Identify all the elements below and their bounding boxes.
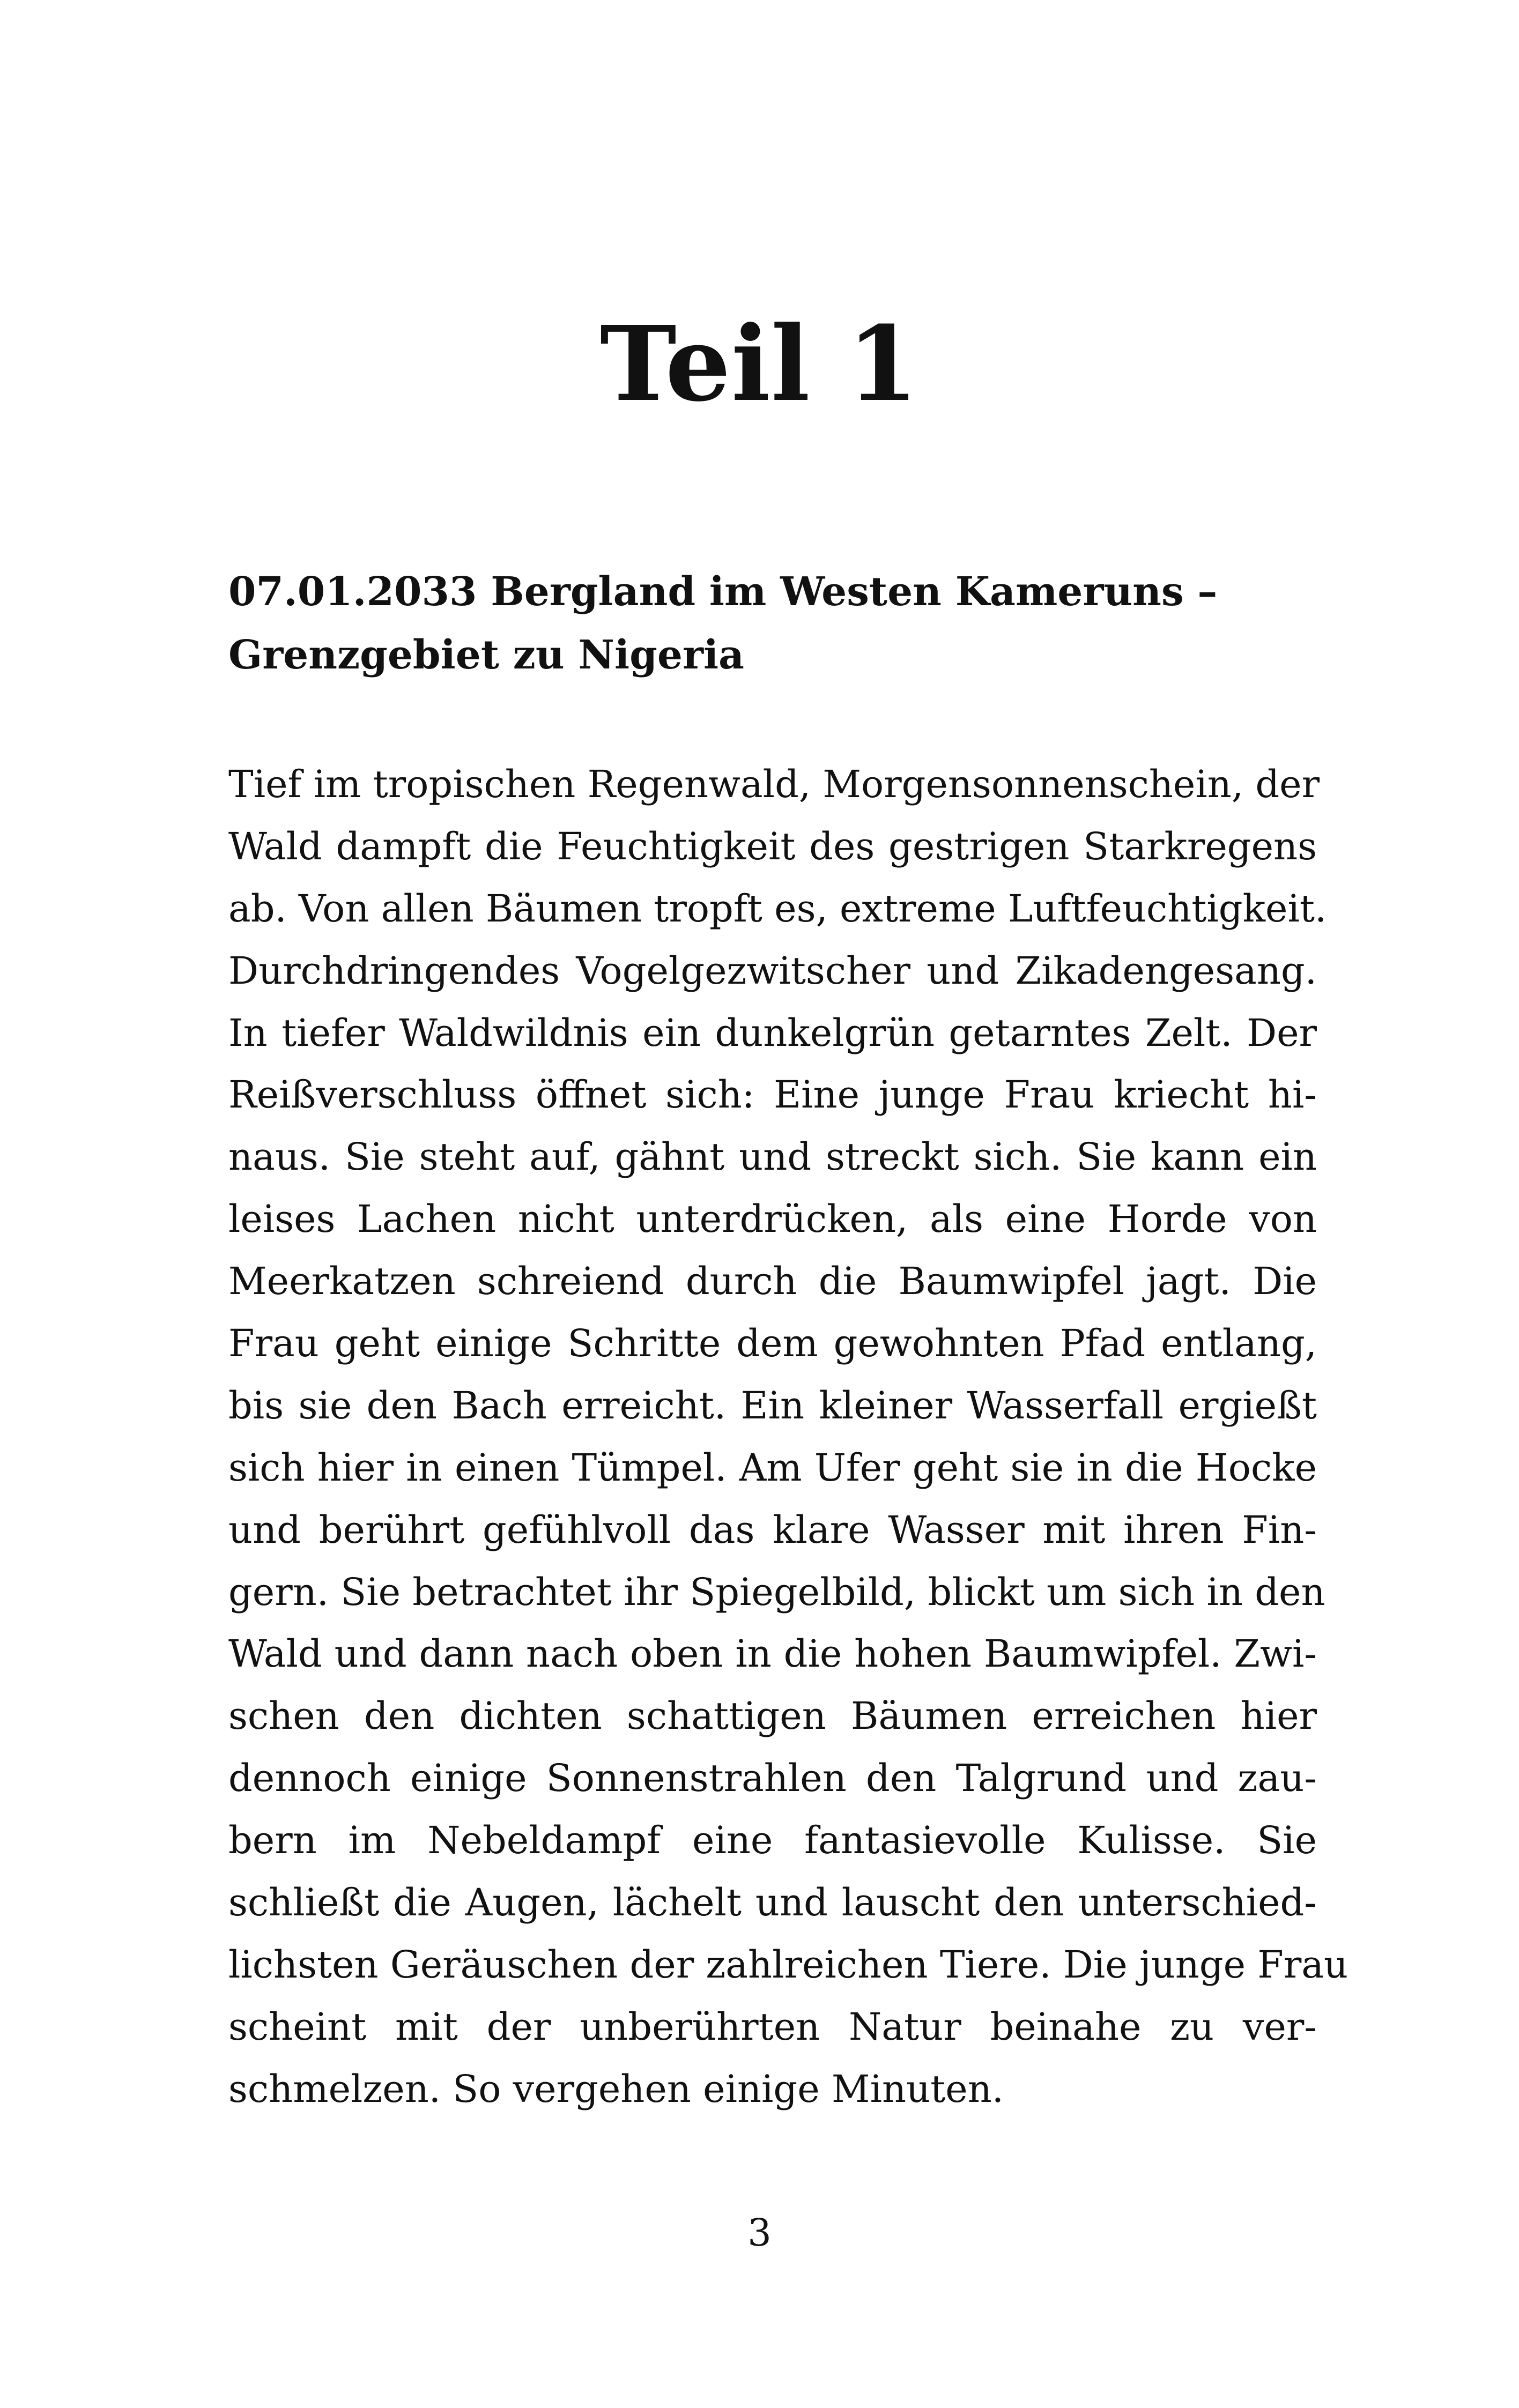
part-title: Teil 1: [599, 304, 920, 425]
body-line: naus. Sie steht auf, gähnt und streckt sich. Sie kann ein: [228, 1135, 1317, 1179]
body-line: Wald und dann nach oben in die hohen Baumwipfel. Zwi-: [228, 1632, 1317, 1676]
body-line: Wald dampft die Feuchtigkeit des gestrigen Starkregens: [228, 824, 1317, 868]
body-line: Tief im tropischen Regenwald, Morgensonnenschein, der: [228, 762, 1320, 806]
body-line: Durchdringendes Vogelgezwitscher und Zikadengesang.: [228, 948, 1317, 993]
body-line: bern im Nebeldampf eine fantasievolle Kulisse. Sie: [228, 1818, 1317, 1863]
body-line: In tiefer Waldwildnis ein dunkelgrün getarntes Zelt. Der: [228, 1010, 1317, 1055]
body-line: lichsten Geräuschen der zahlreichen Tiere. Die junge Frau: [228, 1942, 1348, 1987]
body-line: Reißverschluss öffnet sich: Eine junge Frau kriecht hi-: [228, 1073, 1317, 1117]
section-heading: [228, 560, 1317, 687]
body-line: schließt die Augen, lächelt und lauscht den unterschied-: [228, 1881, 1317, 1925]
body-line: schen den dichten schattigen Bäumen erreichen hier: [228, 1694, 1317, 1738]
body-line: dennoch einige Sonnenstrahlen den Talgrund und zau-: [228, 1756, 1317, 1801]
section-heading-line-1: 07.01.2033 Bergland im Westen Kameruns –: [228, 569, 1218, 615]
body-line: gern. Sie betrachtet ihr Spiegelbild, blickt um sich in den: [228, 1570, 1325, 1614]
body-line: ab. Von allen Bäumen tropft es, extreme Luftfeuchtigkeit.: [228, 886, 1327, 931]
body-line: sich hier in einen Tümpel. Am Ufer geht sie in die Hocke: [228, 1445, 1317, 1490]
body-line: Meerkatzen schreiend durch die Baumwipfel jagt. Die: [228, 1259, 1317, 1304]
body-line: schmelzen. So vergehen einige Minuten.: [228, 2067, 1004, 2111]
body-line: Frau geht einige Schritte dem gewohnten Pfad entlang,: [228, 1321, 1317, 1366]
body-line: scheint mit der unberührten Natur beinahe zu ver-: [228, 2004, 1317, 2049]
body-line: bis sie den Bach erreicht. Ein kleiner Wasserfall ergießt: [228, 1383, 1317, 1428]
body-line: leises Lachen nicht unterdrücken, als eine Horde von: [228, 1197, 1317, 1242]
section-heading-line-2: Grenzgebiet zu Nigeria: [228, 632, 744, 678]
body-line: und berührt gefühlvoll das klare Wasser mit ihren Fin-: [228, 1507, 1317, 1552]
page-number: 3: [747, 2211, 772, 2255]
body-paragraph: [228, 754, 1348, 2121]
